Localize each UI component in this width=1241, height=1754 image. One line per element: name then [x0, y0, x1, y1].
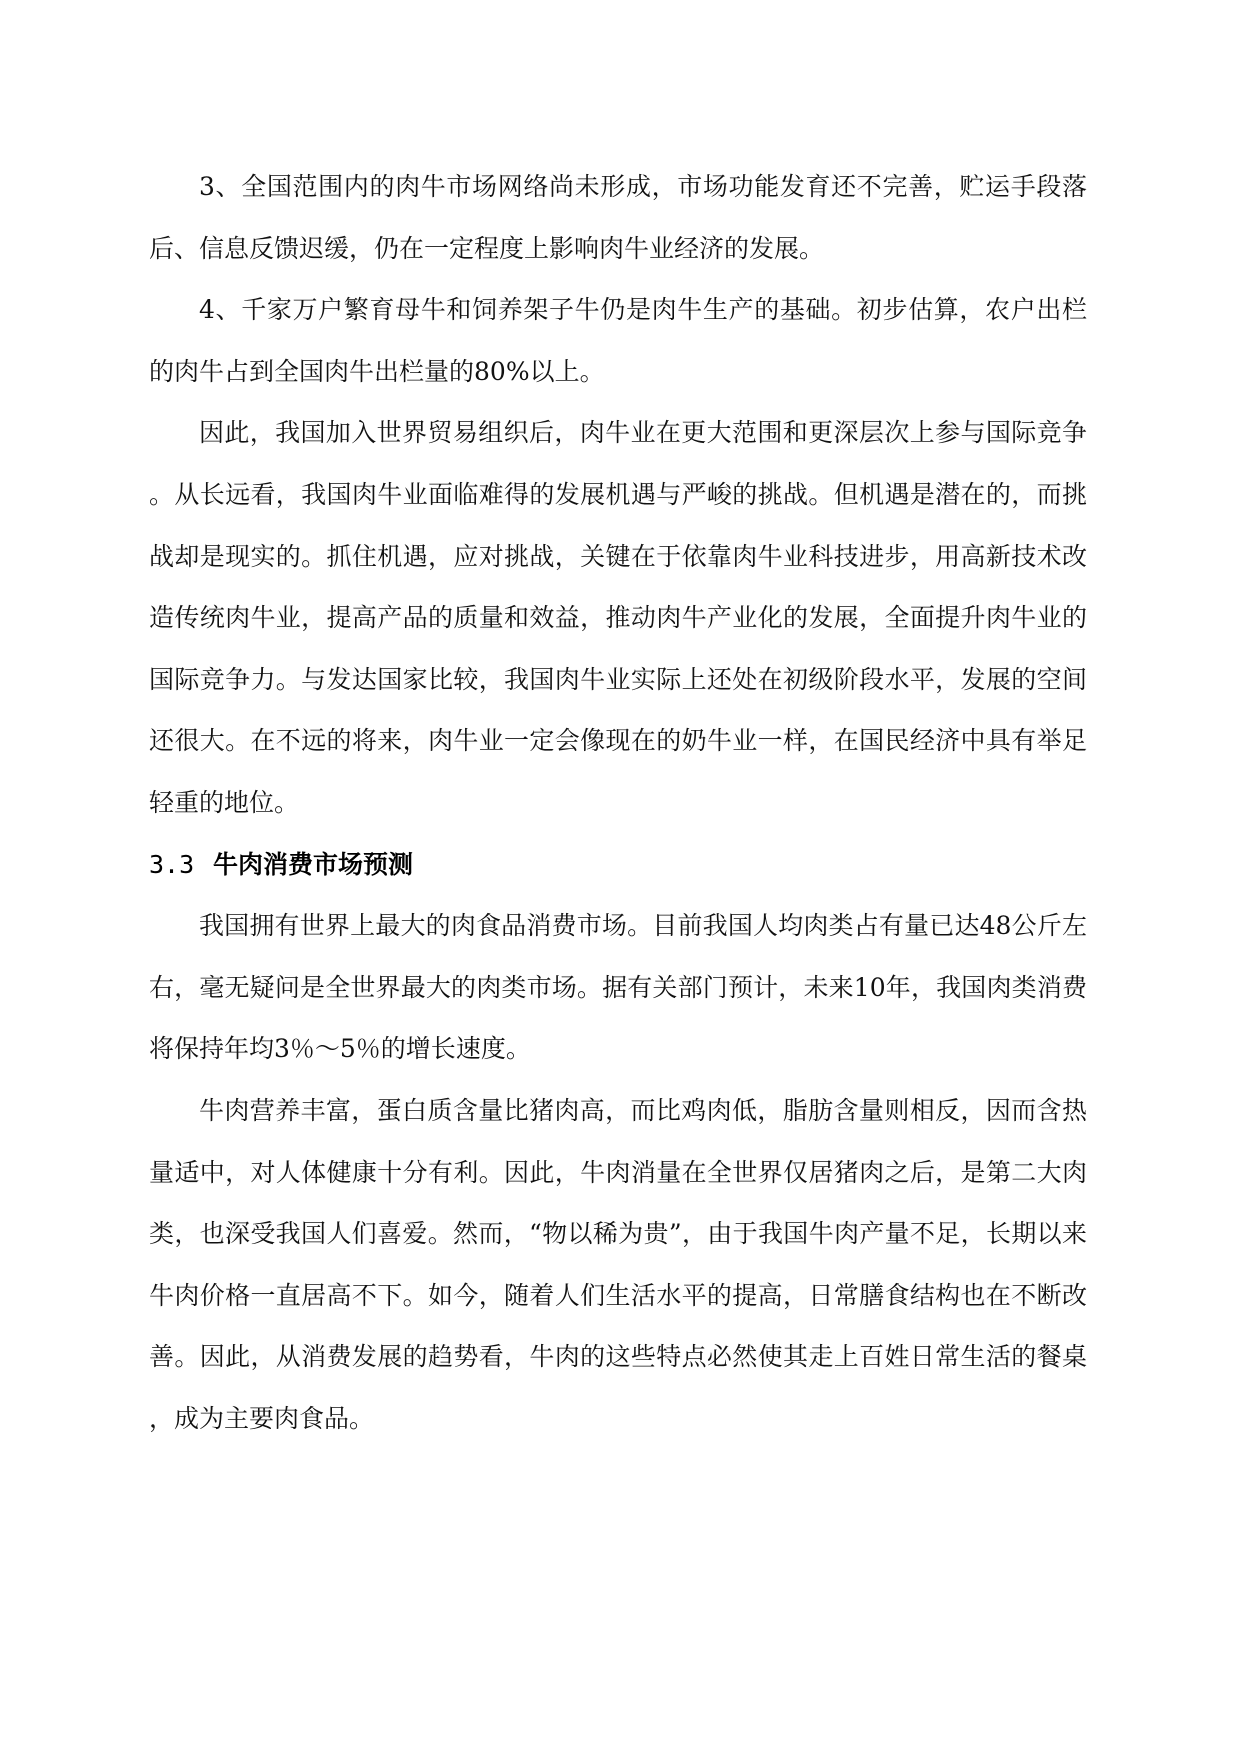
section-heading	[149, 834, 1087, 896]
paragraph-beef-nutrition: 牛肉营养丰富，蛋白质含量比猪肉高，而比鸡肉低，脂肪含量则相反，因而含热量适中，对人体健康十分有利。因此，牛肉消量在全世界仅居猪肉之后，是第二大肉类，也深受我国人们喜爱。然而，“物以稀为贵”，由于我国牛肉产量不足，长期以来牛肉价格一直居高不下。如今，随着人们生活水平的提高，日常膳食结构也在不断改善。因此，从消费发展的趋势看，牛肉的这些特点必然使其走上百姓日常生活的餐桌，成为主要肉食品。	[149, 1095, 1087, 1433]
document-body	[149, 156, 1087, 1449]
paragraph-wto-competition: 因此，我国加入世界贸易组织后，肉牛业在更大范围和更深层次上参与国际竞争。从长远看，我国肉牛业面临难得的发展机遇与严峻的挑战。但机遇是潜在的，而挑战却是现实的。抓住机遇，应对挑战，关键在于依靠肉牛业科技进步，用高新技术改造传统肉牛业，提高产品的质量和效益，推动肉牛产业化的发展，全面提升肉牛业的国际竞争力。与发达国家比较，我国肉牛业实际上还处在初级阶段水平，发展的空间还很大。在不远的将来，肉牛业一定会像现在的奶牛业一样，在国民经济中具有举足轻重的地位。	[149, 418, 1087, 817]
section-number: 3.3	[149, 849, 195, 879]
paragraph-meat-consumption-market: 我国拥有世界上最大的肉食品消费市场。目前我国人均肉类占有量已达48公斤左右，毫无疑问是全世界最大的肉类市场。据有关部门预计，未来10年，我国肉类消费将保持年均3％～5％的增长速度。	[149, 911, 1087, 1064]
paragraph-household-breeding: 4、千家万户繁育母牛和饲养架子牛仍是肉牛生产的基础。初步估算，农户出栏的肉牛占到全国肉牛出栏量的80%以上。	[149, 295, 1087, 386]
section-title: 牛肉消费市场预测	[213, 849, 414, 879]
paragraph-market-network: 3、全国范围内的肉牛市场网络尚未形成，市场功能发育还不完善，贮运手段落后、信息反馈迟缓，仍在一定程度上影响肉牛业经济的发展。	[149, 172, 1087, 263]
